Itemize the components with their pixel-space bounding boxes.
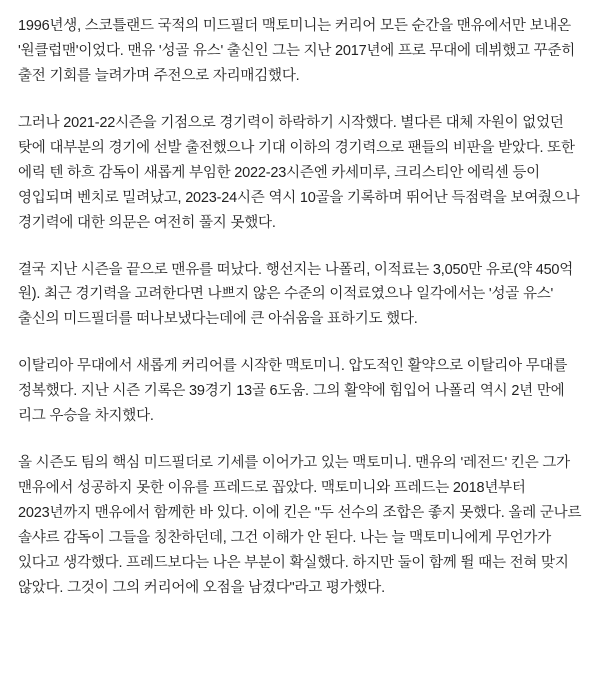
article-paragraph: 결국 지난 시즌을 끝으로 맨유를 떠났다. 행선지는 나폴리, 이적료는 3,050만 유로(약 450억 원). 최근 경기력을 고려한다면 나쁘지 않은 수준의 이적료였으나 일각에서는 '성골 유스' 출신의 미드필더를 떠나보냈다는데에 큰 아쉬움을 표하기도 했다.	[18, 261, 577, 328]
article-paragraph: 그러나 2021-22시즌을 기점으로 경기력이 하락하기 시작했다. 별다른 대체 자원이 없었던 탓에 대부분의 경기에 선발 출전했으나 기대 이하의 경기력으로 팬들의 비판을 받았다. 또한 에릭 텐 하흐 감독이 새롭게 부임한 2022-23시즌엔 카세미루, 크리스티안 에릭센 등이 영입되며 벤치로 밀려났고, 2023-24시즌 역시 10골을 기록하며 뛰어난 득점력을 보여줬으나 경기력에 대한 의문은 여전히 풀지 못했다.	[18, 114, 584, 231]
article-paragraph: 1996년생, 스코틀랜드 국적의 미드필더 맥토미니는 커리어 모든 순간을 맨유에서만 보내온 '원클럽맨'이었다. 맨유 '성골 유스' 출신인 그는 지난 2017년에 프로 무대에 데뷔했고 꾸준히 출전 기회를 늘려가며 주전으로 자리매김했다.	[18, 18, 579, 84]
article-paragraph: 이탈리아 무대에서 새롭게 커리어를 시작한 맥토미니. 압도적인 활약으로 이탈리아 무대를 정복했다. 지난 시즌 기록은 39경기 13골 6도움. 그의 활약에 힘입어 나폴리 역시 2년 만에 리그 우승을 차지했다.	[18, 358, 571, 425]
article-paragraph: 올 시즌도 팀의 핵심 미드필더로 기세를 이어가고 있는 맥토미니. 맨유의 '레전드' 킨은 그가 맨유에서 성공하지 못한 이유를 프레드로 꼽았다. 맥토미니와 프레드는 2018년부터 2023년까지 맨유에서 함께한 바 있다. 이에 킨은 "두 선수의 조합은 좋지 못했다. 올레 군나르 솔샤르 감독이 그들을 칭찬하던데, 그건 이해가 안 된다. 나는 늘 맥토미니에게 무언가가 있다고 생각했다. 프레드보다는 나은 부분이 확실했다. 하지만 둘이 함께 뛸 때는 전혀 맞지 않았다. 그것이 그의 커리어에 오점을 남겼다"라고 평가했다.	[18, 455, 586, 596]
